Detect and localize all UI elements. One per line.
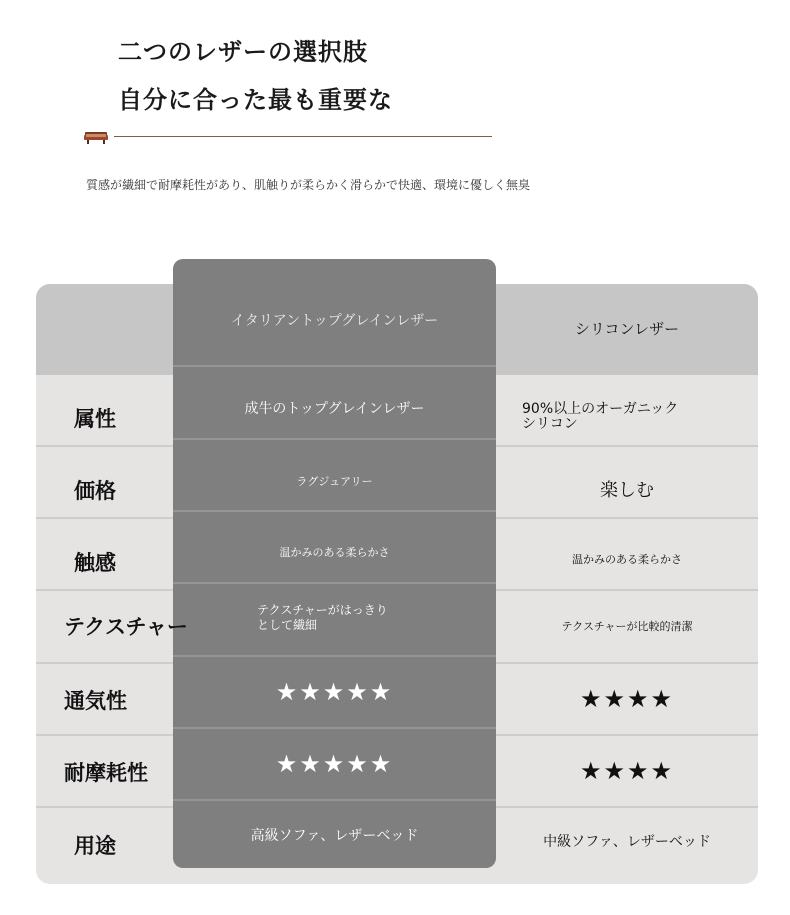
row-divider <box>173 365 496 367</box>
row-divider <box>173 438 496 440</box>
featured-touch: 温かみのある柔らかさ <box>279 546 390 559</box>
row-label-touch: 触感 <box>74 551 116 575</box>
row-label-durability: 耐摩耗性 <box>64 761 148 785</box>
other-price: 楽しむ <box>600 480 654 501</box>
other-breathability-rating: ★★★★ <box>579 685 675 713</box>
featured-price: ラグジュアリー <box>296 475 373 488</box>
featured-attribute: 成牛のトップグレインレザー <box>244 401 425 417</box>
other-texture: テクスチャーが比較的清潔 <box>561 620 693 633</box>
title-divider <box>114 136 492 137</box>
column-header-other: シリコンレザー <box>574 319 680 338</box>
row-label-price: 価格 <box>74 479 116 503</box>
row-divider <box>173 655 496 657</box>
page-title-line-1: 二つのレザーの選択肢 <box>118 38 368 66</box>
featured-texture: テクスチャーがはっきり として繊細 <box>257 603 388 632</box>
row-divider <box>173 727 496 729</box>
page-title-line-2: 自分に合った最も重要な <box>118 86 393 114</box>
row-label-breathability: 通気性 <box>64 689 127 713</box>
column-header-featured: イタリアントップグレインレザー <box>230 313 439 329</box>
row-label-attribute: 属性 <box>74 407 116 431</box>
sofa-icon <box>84 130 108 144</box>
row-divider <box>173 582 496 584</box>
row-label-texture: テクスチャー <box>64 615 188 639</box>
other-durability-rating: ★★★★ <box>579 757 675 785</box>
subtitle: 質感が繊細で耐摩耗性があり、肌触りが柔らかく滑らかで快適、環境に優しく無臭 <box>86 178 531 192</box>
row-divider <box>173 799 496 801</box>
featured-breathability-rating: ★★★★★ <box>275 678 394 706</box>
featured-usage: 高級ソファ、レザーベッド <box>250 828 419 844</box>
other-usage: 中級ソファ、レザーベッド <box>543 834 711 850</box>
other-attribute: 90%以上のオーガニック シリコン <box>522 400 679 432</box>
other-touch: 温かみのある柔らかさ <box>572 553 682 566</box>
row-label-usage: 用途 <box>74 834 116 858</box>
row-divider <box>173 510 496 512</box>
featured-durability-rating: ★★★★★ <box>275 750 394 778</box>
